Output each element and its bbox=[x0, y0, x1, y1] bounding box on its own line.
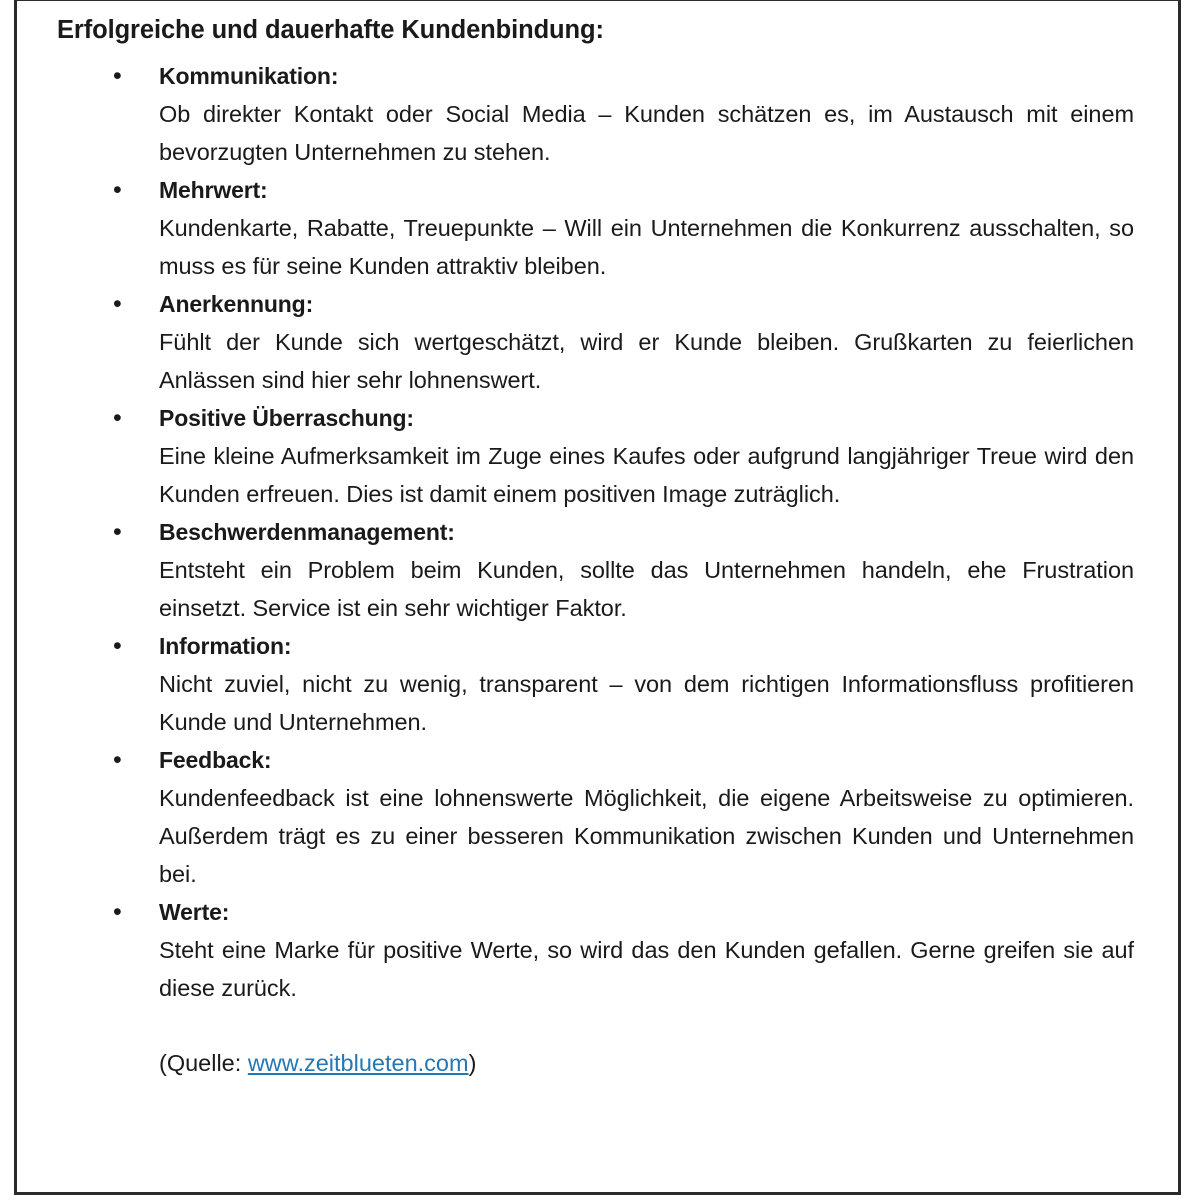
list-item-description: Entsteht ein Problem beim Kunden, sollte das Unternehmen handeln, ehe Frustration einsetzt. Service ist ein sehr wichtiger Faktor. bbox=[159, 557, 1134, 622]
list-item-description: Kundenfeedback ist eine lohnenswerte Möglichkeit, die eigene Arbeitsweise zu optimieren. Außerdem trägt es zu einer besseren Kommunikation zwischen Kunden und Unternehmen bei. bbox=[159, 785, 1134, 888]
list-item-description: Eine kleine Aufmerksamkeit im Zuge eines Kaufes oder aufgrund langjähriger Treue wird den Kunden erfreuen. Dies ist damit einem positiven Image zuträglich. bbox=[159, 443, 1134, 508]
list-item-description: Fühlt der Kunde sich wertgeschätzt, wird er Kunde bleiben. Grußkarten zu feierlichen Anlässen sind hier sehr lohnenswert. bbox=[159, 329, 1134, 394]
list-item bbox=[37, 627, 1156, 741]
document-frame bbox=[14, 0, 1181, 1195]
list-item-description: Kundenkarte, Rabatte, Treuepunkte – Will ein Unternehmen die Konkurrenz ausschalten, so muss es für seine Kunden attraktiv bleiben. bbox=[159, 215, 1134, 280]
bullet-point-icon: • bbox=[113, 290, 122, 319]
list-item-term: Kommunikation: bbox=[159, 63, 339, 90]
source-attribution bbox=[37, 1044, 1156, 1082]
page-title: Erfolgreiche und dauerhafte Kundenbindung: bbox=[57, 16, 604, 44]
list-item bbox=[37, 741, 1156, 893]
source-prefix: (Quelle: bbox=[159, 1050, 248, 1077]
bullet-point-icon: • bbox=[113, 62, 122, 91]
list-item bbox=[37, 513, 1156, 627]
list-item bbox=[37, 893, 1156, 1007]
list-item bbox=[37, 285, 1156, 399]
list-item-term: Information: bbox=[159, 633, 292, 660]
bullet-point-icon: • bbox=[113, 632, 122, 661]
bullet-point-icon: • bbox=[113, 176, 122, 205]
list-item-term: Beschwerdenmanagement: bbox=[159, 519, 455, 546]
bullet-point-icon: • bbox=[113, 746, 122, 775]
bullet-point-icon: • bbox=[113, 518, 122, 547]
list-item bbox=[37, 57, 1156, 171]
list-item-description: Nicht zuviel, nicht zu wenig, transparent – von dem richtigen Informationsfluss profitieren Kunde und Unternehmen. bbox=[159, 671, 1134, 736]
bullet-point-icon: • bbox=[113, 898, 122, 927]
list-item bbox=[37, 171, 1156, 285]
list-item-description: Steht eine Marke für positive Werte, so wird das den Kunden gefallen. Gerne greifen sie auf diese zurück. bbox=[159, 937, 1134, 1002]
source-suffix: ) bbox=[468, 1050, 477, 1077]
list-item-term: Positive Überraschung: bbox=[159, 405, 414, 432]
list-item-term: Mehrwert: bbox=[159, 177, 268, 204]
list-item-term: Werte: bbox=[159, 899, 230, 926]
list-item-description: Ob direkter Kontakt oder Social Media – Kunden schätzen es, im Austausch mit einem bevorzugten Unternehmen zu stehen. bbox=[159, 101, 1134, 166]
list-item bbox=[37, 399, 1156, 513]
document-body bbox=[17, 1, 1178, 1082]
bullet-point-icon: • bbox=[113, 404, 122, 433]
list-item-term: Feedback: bbox=[159, 747, 272, 774]
source-link[interactable]: www.zeitblueten.com bbox=[247, 1050, 469, 1077]
list-item-term: Anerkennung: bbox=[159, 291, 314, 318]
kundenbindung-bullet-list bbox=[37, 57, 1156, 1007]
